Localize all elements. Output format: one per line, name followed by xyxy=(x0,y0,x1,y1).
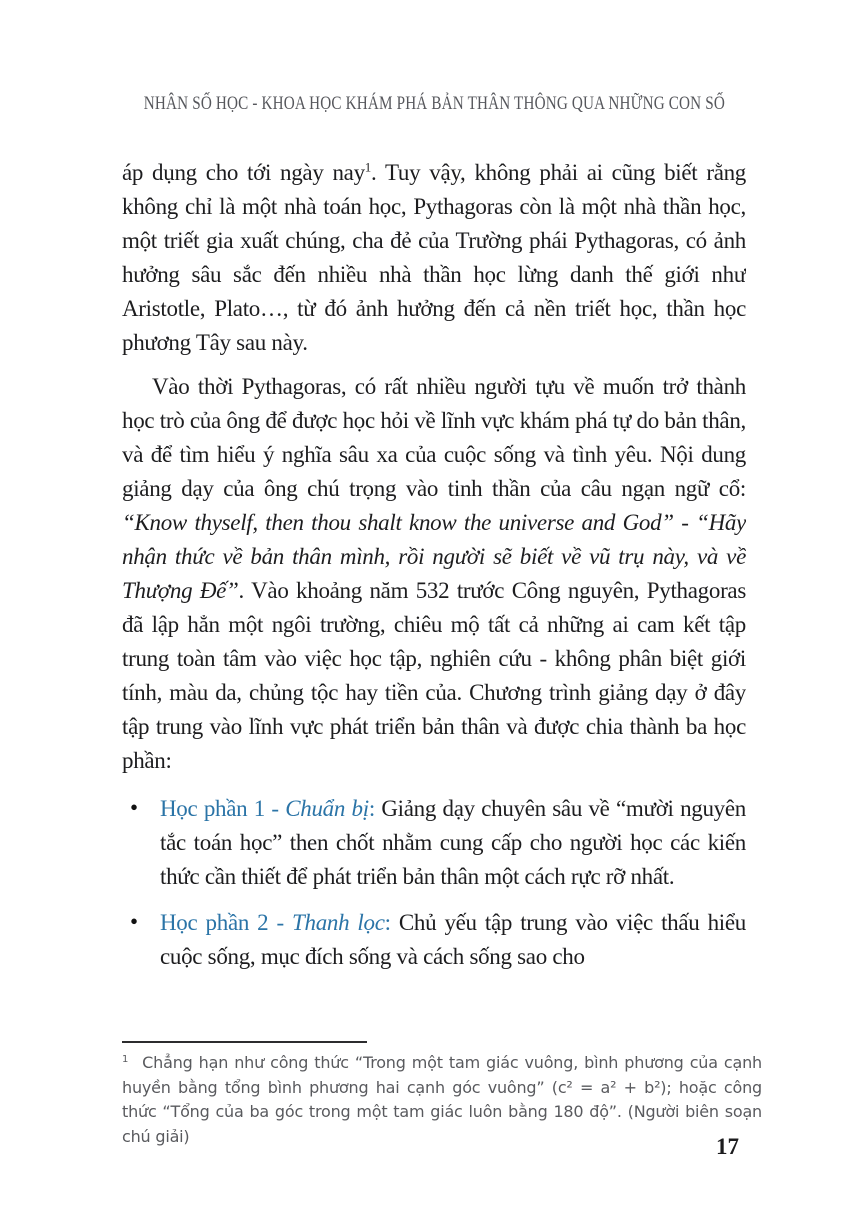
list-item-title: Chuẩn bị xyxy=(285,796,369,821)
footnote-reference: 1 xyxy=(364,159,371,175)
footnote-divider xyxy=(122,1041,367,1043)
paragraph-1-text-continued: . Tuy vậy, không phải ai cũng biết rằng không chỉ là một nhà toán học, Pythagoras còn là một nhà thần học, một triết gia xuất chúng, cha đẻ của Trường phái Pythagoras, có ảnh hưởng sâu sắc đến nhiều nhà thần học lừng danh thế giới như Aristotle, Plato…, từ đó ảnh hưởng đến cả nền triết học, thần học phương Tây sau này. xyxy=(122,160,746,355)
footnote-text xyxy=(122,1051,762,1149)
running-header xyxy=(0,94,868,115)
running-header-title: NHÂN SỐ HỌC - KHOA HỌC KHÁM PHÁ BẢN THÂN THÔNG QUA NHỮNG CON SỐ xyxy=(143,94,725,114)
list-item-colon: : xyxy=(384,910,399,935)
list-item-colon: : xyxy=(368,796,382,821)
paragraph-2-text: Vào thời Pythagoras, có rất nhiều người tựu về muốn trở thành học trò của ông để được học hỏi về lĩnh vực khám phá tự do bản thân, và để tìm hiểu ý nghĩa sâu xa của cuộc sống và tình yêu. Nội dung giảng dạy của ông chú trọng vào tinh thần của câu ngạn ngữ cổ: xyxy=(122,374,746,501)
page-number: 17 xyxy=(716,1134,739,1159)
list-item-title: Thanh lọc xyxy=(292,910,385,935)
list-item-label: Học phần 1 - xyxy=(160,796,286,821)
list-item-label: Học phần 2 - xyxy=(160,910,293,935)
paragraph-2-text-continued: . Vào khoảng năm 532 trước Công nguyên, Pythagoras đã lập hẳn một ngôi trường, chiêu mộ tất cả những ai cam kết tập trung toàn tâm vào việc học tập, nghiên cứu - không phân biệt giới tính, màu da, chủng tộc hay tiền của. Chương trình giảng dạy ở đây tập trung vào lĩnh vực phát triển bản thân và được chia thành ba học phần: xyxy=(122,578,746,773)
list-item-text: Giảng dạy chuyên sâu về “mười nguyên tắc toán học” then chốt nhằm cung cấp cho người học các kiến thức cần thiết để phát triển bản thân một cách rực rỡ nhất. xyxy=(160,796,746,889)
list-item-course-part-1 xyxy=(122,792,746,894)
page-content xyxy=(122,156,746,1042)
paragraph-1-text: áp dụng cho tới ngày nay xyxy=(122,160,365,185)
course-parts-list xyxy=(122,792,746,974)
bullet-icon: • xyxy=(130,795,138,820)
list-item-course-part-2 xyxy=(122,906,746,974)
paragraph-2 xyxy=(122,370,746,778)
bullet-icon: • xyxy=(130,909,138,934)
footnote-marker: 1 xyxy=(122,1053,129,1065)
list-item-text: Chủ yếu tập trung vào việc thấu hiểu cuộc sống, mục đích sống và cách sống sao cho xyxy=(160,910,746,969)
proverb-quote: “Know thyself, then thou shalt know the universe and God” - “Hãy nhận thức về bản thân mình, rồi người sẽ biết về vũ trụ này, và về Thượng Đế” xyxy=(122,510,746,603)
footnote-block xyxy=(122,1041,762,1149)
paragraph-1 xyxy=(122,156,746,360)
footnote-body: Chẳng hạn như công thức “Trong một tam giác vuông, bình phương của cạnh huyền bằng tổng bình phương hai cạnh góc vuông” (c² = a² + b²); hoặc công thức “Tổng của ba góc trong một tam giác luôn bằng 180 độ”. (Người biên soạn chú giải) xyxy=(122,1053,762,1146)
